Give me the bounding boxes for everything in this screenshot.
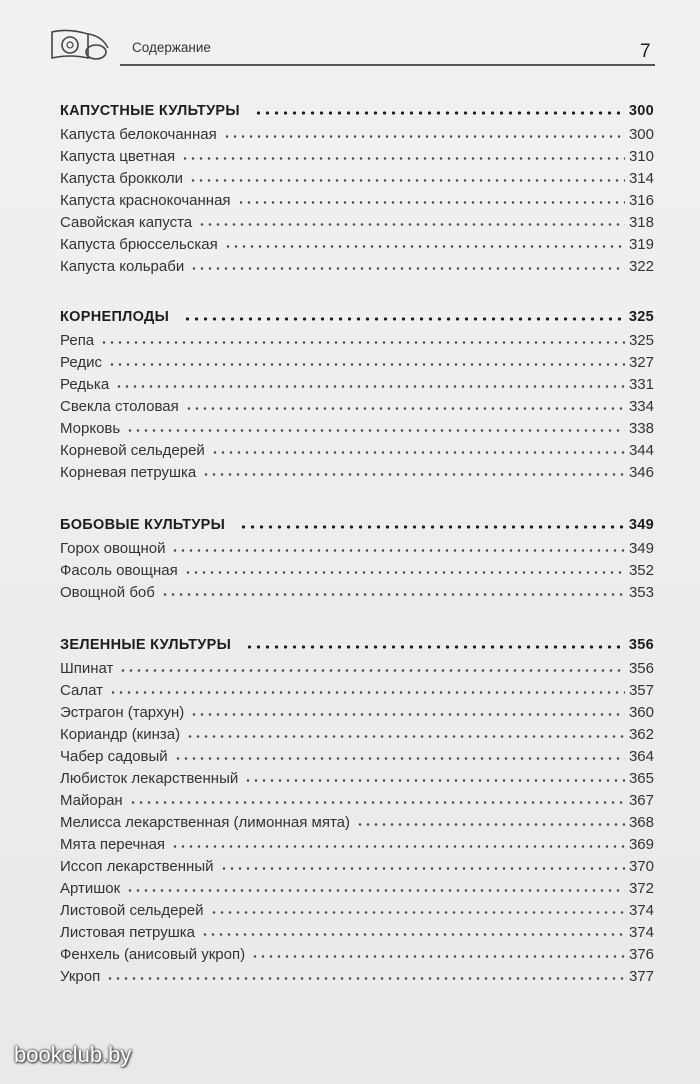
- toc-section: [60, 631, 654, 985]
- section-heading: [60, 303, 654, 325]
- header-divider: [120, 64, 655, 66]
- entry-page: 357: [628, 682, 654, 699]
- book-logo-icon: [48, 26, 118, 66]
- toc-entry: [60, 371, 654, 393]
- entry-title: Свекла столовая: [60, 398, 179, 415]
- toc-entry: [60, 897, 654, 919]
- entry-page: 327: [628, 354, 654, 371]
- dot-leader: [202, 473, 625, 476]
- dot-leader: [100, 341, 625, 344]
- toc-entry: [60, 187, 654, 209]
- entry-title: Эстрагон (тархун): [60, 704, 185, 721]
- watermark: bookclub.by: [14, 1042, 132, 1067]
- dot-leader: [201, 933, 625, 936]
- entry-title: Савойская капуста: [60, 214, 193, 231]
- entry-title: Любисток лекарственный: [60, 770, 239, 787]
- dot-leader: [183, 317, 625, 321]
- dot-leader: [126, 889, 625, 892]
- entry-title: Салат: [60, 682, 103, 699]
- dot-leader: [171, 549, 624, 552]
- entry-page: 310: [628, 148, 654, 165]
- table-of-contents: [60, 97, 654, 985]
- entry-page: 334: [628, 398, 654, 415]
- dot-leader: [189, 179, 625, 182]
- toc-entry: [60, 831, 654, 853]
- entry-page: 367: [628, 792, 654, 809]
- toc-entry: [60, 853, 654, 875]
- toc-entry: [60, 787, 654, 809]
- toc-entry: [60, 143, 654, 165]
- dot-leader: [115, 385, 625, 388]
- header-title: Содержание: [132, 40, 211, 55]
- section-title: БОБОВЫЕ КУЛЬТУРЫ: [60, 517, 226, 533]
- entry-title: Укроп: [60, 968, 101, 985]
- entry-title: Репа: [60, 332, 95, 349]
- entry-page: 318: [628, 214, 654, 231]
- entry-page: 370: [628, 858, 654, 875]
- toc-entry: [60, 415, 654, 437]
- dot-leader: [126, 429, 625, 432]
- toc-entry: [60, 437, 654, 459]
- section-title: ЗЕЛЕННЫЕ КУЛЬТУРЫ: [60, 637, 232, 653]
- dot-leader: [211, 451, 625, 454]
- entry-page: 362: [628, 726, 654, 743]
- dot-leader: [184, 571, 625, 574]
- entry-page: 331: [628, 376, 654, 393]
- entry-title: Капуста белокочанная: [60, 126, 217, 143]
- entry-title: Листовой сельдерей: [60, 902, 204, 919]
- entry-title: Капуста брюссельская: [60, 236, 218, 253]
- toc-section: [60, 303, 654, 481]
- entry-title: Фасоль овощная: [60, 562, 178, 579]
- entry-page: 365: [628, 770, 654, 787]
- toc-entry: [60, 699, 654, 721]
- dot-leader: [119, 669, 625, 672]
- section-page: 300: [628, 103, 654, 119]
- entry-page: 374: [628, 924, 654, 941]
- entry-title: Мелисса лекарственная (лимонная мята): [60, 814, 350, 831]
- toc-entry: [60, 253, 654, 275]
- dot-leader: [244, 779, 625, 782]
- entry-title: Капуста цветная: [60, 148, 176, 165]
- entry-page: 368: [628, 814, 654, 831]
- entry-title: Майоран: [60, 792, 123, 809]
- entry-page: 344: [628, 442, 654, 459]
- dot-leader: [239, 525, 625, 529]
- toc-entry: [60, 941, 654, 963]
- toc-entry: [60, 459, 654, 481]
- dot-leader: [254, 111, 625, 115]
- entry-title: Шпинат: [60, 660, 114, 677]
- toc-entry: [60, 765, 654, 787]
- dot-leader: [237, 201, 625, 204]
- toc-entry: [60, 809, 654, 831]
- section-page: 349: [628, 517, 654, 533]
- dot-leader: [186, 735, 625, 738]
- dot-leader: [161, 593, 625, 596]
- entry-page: 356: [628, 660, 654, 677]
- entry-page: 346: [628, 464, 654, 481]
- dot-leader: [210, 911, 625, 914]
- entry-page: 349: [628, 540, 654, 557]
- dot-leader: [108, 363, 625, 366]
- entry-title: Иссоп лекарственный: [60, 858, 214, 875]
- entry-title: Мята перечная: [60, 836, 166, 853]
- toc-entry: [60, 919, 654, 941]
- entry-title: Морковь: [60, 420, 121, 437]
- dot-leader: [106, 977, 625, 980]
- dot-leader: [198, 223, 625, 226]
- entry-page: 372: [628, 880, 654, 897]
- dot-leader: [109, 691, 625, 694]
- entry-page: 353: [628, 584, 654, 601]
- entry-title: Редька: [60, 376, 110, 393]
- section-heading: [60, 511, 654, 533]
- toc-entry: [60, 165, 654, 187]
- toc-entry: [60, 557, 654, 579]
- toc-entry: [60, 209, 654, 231]
- entry-page: 314: [628, 170, 654, 187]
- toc-entry: [60, 655, 654, 677]
- dot-leader: [181, 157, 625, 160]
- entry-title: Овощной боб: [60, 584, 155, 601]
- toc-entry: [60, 393, 654, 415]
- entry-title: Капуста кольраби: [60, 258, 185, 275]
- entry-title: Горох овощной: [60, 540, 166, 557]
- toc-entry: [60, 963, 654, 985]
- entry-page: 319: [628, 236, 654, 253]
- section-heading: [60, 97, 654, 119]
- section-page: 356: [628, 637, 654, 653]
- section-title: КАПУСТНЫЕ КУЛЬТУРЫ: [60, 103, 240, 119]
- dot-leader: [185, 407, 625, 410]
- entry-page: 300: [628, 126, 654, 143]
- entry-title: Листовая петрушка: [60, 924, 195, 941]
- entry-page: 369: [628, 836, 654, 853]
- entry-page: 322: [628, 258, 654, 275]
- dot-leader: [174, 757, 625, 760]
- dot-leader: [223, 135, 625, 138]
- section-heading: [60, 631, 654, 653]
- entry-title: Корневой сельдерей: [60, 442, 205, 459]
- dot-leader: [171, 845, 625, 848]
- entry-page: 352: [628, 562, 654, 579]
- page-header: [0, 0, 700, 80]
- entry-page: 377: [628, 968, 654, 985]
- dot-leader: [190, 267, 625, 270]
- toc-entry: [60, 327, 654, 349]
- toc-entry: [60, 721, 654, 743]
- toc-entry: [60, 535, 654, 557]
- toc-entry: [60, 875, 654, 897]
- entry-title: Артишок: [60, 880, 121, 897]
- entry-page: 376: [628, 946, 654, 963]
- dot-leader: [356, 823, 625, 826]
- entry-page: 364: [628, 748, 654, 765]
- entry-page: 338: [628, 420, 654, 437]
- entry-title: Редис: [60, 354, 102, 371]
- entry-title: Капуста брокколи: [60, 170, 183, 187]
- entry-title: Чабер садовый: [60, 748, 168, 765]
- entry-title: Фенхель (анисовый укроп): [60, 946, 246, 963]
- dot-leader: [220, 867, 625, 870]
- entry-page: 374: [628, 902, 654, 919]
- section-title: КОРНЕПЛОДЫ: [60, 309, 170, 325]
- toc-section: [60, 97, 654, 275]
- entry-page: 316: [628, 192, 654, 209]
- toc-entry: [60, 743, 654, 765]
- entry-page: 325: [628, 332, 654, 349]
- section-page: 325: [628, 309, 654, 325]
- entry-title: Кориандр (кинза): [60, 726, 181, 743]
- dot-leader: [245, 645, 625, 649]
- toc-entry: [60, 121, 654, 143]
- toc-entry: [60, 231, 654, 253]
- dot-leader: [251, 955, 625, 958]
- entry-title: Капуста краснокочанная: [60, 192, 231, 209]
- toc-section: [60, 511, 654, 601]
- dot-leader: [129, 801, 625, 804]
- toc-entry: [60, 349, 654, 371]
- toc-entry: [60, 677, 654, 699]
- dot-leader: [190, 713, 625, 716]
- page-number: 7: [640, 41, 651, 62]
- entry-title: Корневая петрушка: [60, 464, 197, 481]
- dot-leader: [224, 245, 625, 248]
- entry-page: 360: [628, 704, 654, 721]
- toc-entry: [60, 579, 654, 601]
